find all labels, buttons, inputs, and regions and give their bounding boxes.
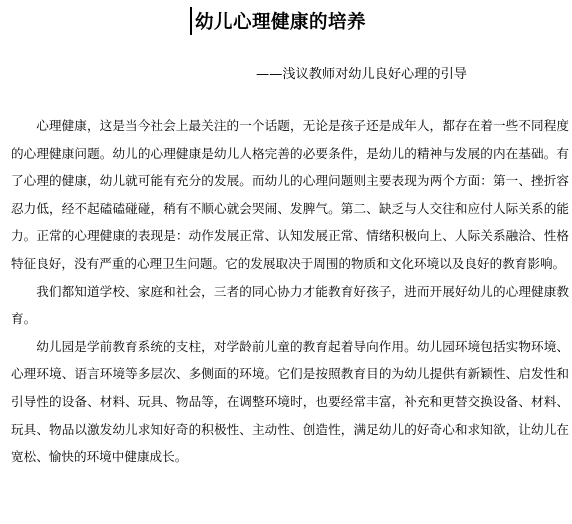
- paragraph-mental-health[interactable]: 心理健康，这是当今社会上最关注的一个话题，无论是孩子还是成年人，都存在着一些不同程度的心理健康问题。幼儿的心理健康是幼儿人格完善的必要条件，是幼儿的精神与发展的内在基础。有了心理的健康，幼儿就可能有充分的发展。而幼儿的心理问题则主要表现为两个方面：第一、挫折容忍力低，经不起磕磕碰碰，稍有不顺心就会哭闹、发脾气。第二、缺乏与人交往和应付人际关系的能力。正常的心理健康的表现是：动作发展正常、认知发展正常、情绪积极向上、人际关系融洽、性格特征良好，没有严重的心理卫生问题。它的发展取决于周围的物质和文化环境以及良好的教育影响。: [11, 118, 569, 271]
- paragraph-cooperation[interactable]: 我们都知道学校、家庭和社会，三者的同心协力才能教育好孩子，进而开展好幼儿的心理健康教育。: [11, 283, 569, 327]
- document-title[interactable]: 幼儿心理健康的培养: [195, 12, 367, 33]
- document-subtitle[interactable]: ——浅议教师对幼儿良好心理的引导: [256, 67, 467, 82]
- paragraph-kindergarten-environment[interactable]: 幼儿园是学前教育系统的支柱，对学龄前儿童的教育起着导向作用。幼儿园环境包括实物环境、心理环境、语言环境等多层次、多侧面的环境。它们是按照教育目的为幼儿提供有新颖性、启发性和引导性的设备、材料、玩具、物品等，在调整环境时，也要经常丰富，补充和更替交换设备、材料、玩具、物品以激发幼儿求知好奇的积极性、主动性、创造性，满足幼儿的好奇心和求知欲，让幼儿在宽松、愉快的环境中健康成长。: [11, 338, 569, 465]
- text-cursor: [190, 7, 192, 35]
- document-body[interactable]: [11, 112, 569, 471]
- title-row: [190, 6, 366, 36]
